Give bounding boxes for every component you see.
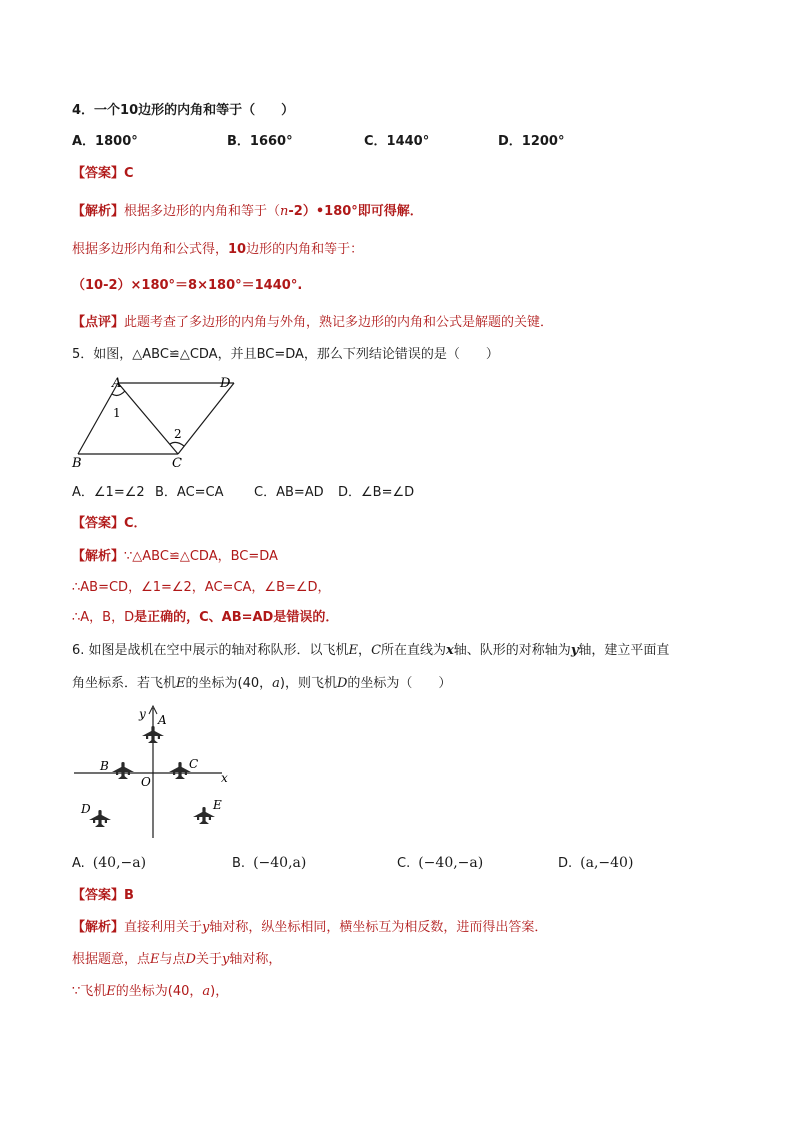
text: )， [210,984,229,999]
text: 10 [228,242,247,257]
q6-analysis-line2 [72,951,281,969]
option-letter: D. [558,856,573,871]
text: 轴对称， [229,952,282,967]
q6-stem-line2 [72,675,451,693]
text: 与点 [159,952,186,967]
text: 根据多边形内角和公式得， [72,242,229,257]
q4-option-b: B．1660° [227,134,293,149]
q4-answer [72,165,134,183]
q6-option-c [397,854,483,873]
angle-1-arc [112,391,125,395]
label-y: y [139,707,146,721]
label-angle-2: 2 [174,427,182,441]
var: D [185,952,196,967]
q6-option-a [72,854,146,873]
answer-value: C． [124,516,147,531]
text: 是错误的． [273,610,339,625]
option-value: (−40,a) [253,855,307,871]
q6-stem [72,642,669,660]
q6-analysis [72,919,547,937]
q5-option-a: A．∠1=∠2 [72,485,145,500]
label-x: x [221,771,228,785]
var: D [336,676,348,691]
analysis-tag: 【解析】 [72,204,125,219]
q5-parallelogram-figure [64,372,244,472]
text: 的坐标为(40， [185,676,273,691]
label-b: B [100,759,109,773]
option-value: (−40,−a) [418,855,484,871]
q4-option-a: A．1800° [72,134,138,149]
text: ， [358,643,372,658]
q6-analysis-line3 [72,983,228,1001]
answer-tag: 【答案】 [72,888,125,903]
option-letter: C. [397,856,411,871]
var: E [176,676,186,691]
var: E [150,952,160,967]
diagonal-ac [118,383,178,454]
var: E [106,984,116,999]
text: 轴、队形的对称轴为 [453,643,571,658]
text: 轴对称，纵坐标相同，横坐标互为相反数，进而得出答案． [209,920,548,935]
q6-option-b [232,854,306,873]
var: y [202,920,210,935]
q5-analysis-line3 [72,609,338,627]
text: 6. 如图是战机在空中展示的轴对称队形．以飞机 [72,643,349,658]
text: 边形的内角和等于： [246,242,364,257]
analysis-tag: 【解析】 [72,920,125,935]
q5-analysis-line2: ∴AB=CD，∠1=∠2，AC=CA，∠B=∠D， [72,580,331,595]
text: 关于 [195,952,222,967]
var: x [446,643,454,658]
answer-tag: 【答案】 [72,166,125,181]
analysis-text-2: -2）•180°即可得解． [288,204,423,219]
answer-tag: 【答案】 [72,516,125,531]
option-letter: B. [232,856,246,871]
q4-comment [72,314,553,332]
text: 根据题意，点 [72,952,151,967]
text: )，则飞机 [279,676,337,691]
text: 的坐标为(40， [115,984,203,999]
var: y [221,952,230,967]
text: 是正确的，C、AB=AD [134,610,274,625]
label-origin: O [141,775,151,789]
option-letter: A. [72,856,85,871]
q4-option-d: D．1200° [498,134,565,149]
jet-c-icon [169,762,191,779]
label-angle-1: 1 [113,406,121,420]
q5-answer [72,515,147,533]
label-d: D [81,802,91,816]
q5-option-d: D．∠B=∠D [338,485,415,500]
label-b: B [72,456,82,471]
q5-analysis [72,548,278,566]
analysis-text: 根据多边形的内角和等于（ [124,204,281,219]
text: 角坐标系．若飞机 [72,676,177,691]
q4-analysis-line2 [72,241,363,259]
var: a [202,984,211,999]
text: 直接利用关于 [124,920,203,935]
jet-d-icon [89,810,111,827]
q5-stem: 5．如图，△ABC≌△CDA，并且BC=DA，那么下列结论错误的是（ ） [72,347,499,362]
q4-analysis-line3: （10-2）×180°＝8×180°＝1440°. [72,278,303,293]
angle-2-arc [170,442,184,446]
jet-b-icon [112,762,134,779]
comment-text: 此题考查了多边形的内角与外角，熟记多边形的内角和公式是解题的关键． [124,315,554,330]
answer-value: C [124,166,134,181]
q4-analysis [72,203,423,221]
var: E [348,643,359,658]
label-a: A [112,376,122,391]
q6-coordinate-figure [72,702,242,842]
q6-option-d [558,854,633,873]
answer-value: B [124,888,134,903]
variable-n: n [280,204,289,219]
side-ab [78,383,118,454]
side-dc [178,383,234,454]
text: 轴，建立平面直 [578,643,670,658]
jet-a-icon [142,726,164,743]
comment-tag: 【点评】 [72,315,125,330]
q6-answer [72,887,134,905]
analysis-tag: 【解析】 [72,549,125,564]
q5-option-b: B．AC=CA [155,485,224,500]
var: a [272,676,280,691]
q4-option-c: C．1440° [364,134,430,149]
var: y [570,643,579,658]
label-c: C [172,456,182,471]
var: C [371,643,382,658]
q5-option-c: C．AB=AD [254,485,324,500]
label-a: A [158,713,167,727]
text: ∵飞机 [72,984,107,999]
text: 的坐标为（ ） [347,676,452,691]
option-value: (a,−40) [580,855,634,871]
text: ∴A，B，D [72,610,135,625]
label-c: C [189,757,199,771]
label-e: E [213,798,222,812]
text: 所在直线为 [381,643,447,658]
label-d: D [220,376,231,391]
option-value: (40,−a) [92,855,147,871]
q4-stem: 4．一个10边形的内角和等于（ ） [72,103,295,118]
analysis-text: ∵△ABC≌△CDA，BC=DA [124,549,278,564]
jet-e-icon [193,807,215,824]
